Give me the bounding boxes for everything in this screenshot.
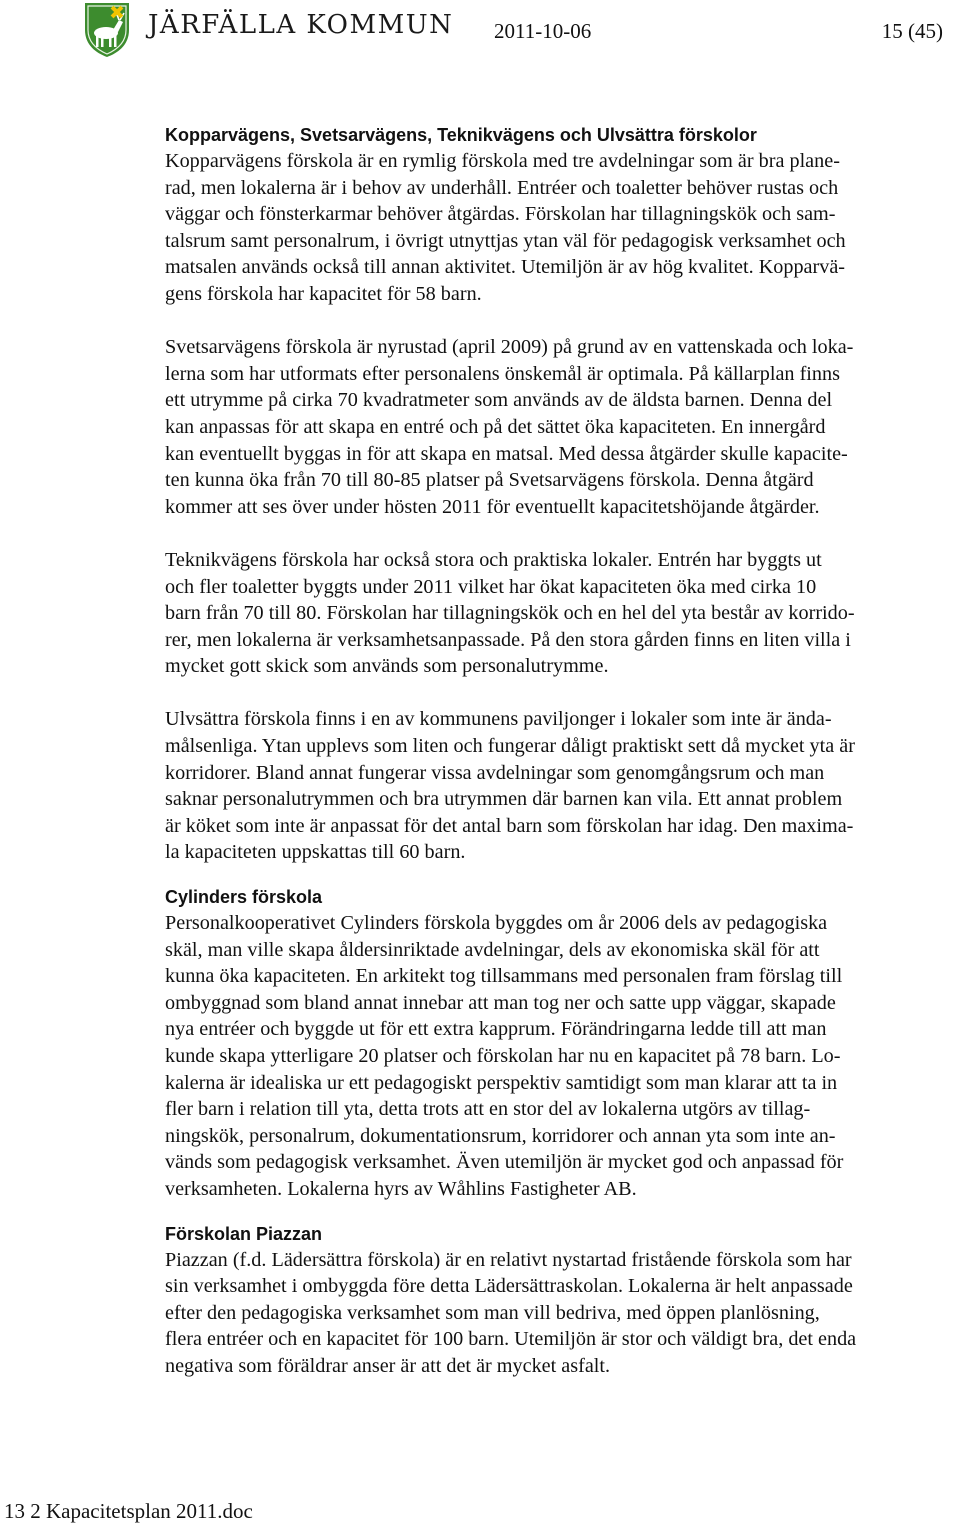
- body-paragraph: [165, 706, 960, 866]
- paragraph-line: Svetsarvägens förskola är nyrustad (april 2009) på grund av en vattenskada och loka-: [165, 336, 854, 359]
- paragraph-line: kan eventuellt byggas in för att skapa en matsal. Med dessa åtgärder skulle kapacite-: [165, 442, 848, 465]
- paragraph-line: ningskök, personalrum, dokumentationsrum, korridorer och annan yta som inte an-: [165, 1124, 836, 1147]
- organization-name: JÄRFÄLLA KOMMUN: [148, 10, 454, 40]
- paragraph-line: fler barn i relation till yta, detta trots att en stor del av lokalerna utgörs av tillag-: [165, 1098, 811, 1121]
- paragraph-line: Personalkooperativet Cylinders förskola byggdes om år 2006 dels av pedagogiska: [165, 912, 828, 935]
- footer-filename: 13 2 Kapacitetsplan 2011.doc: [4, 1499, 253, 1523]
- paragraph-line: vänds som pedagogisk verksamhet. Även utemiljön är mycket god och anpassad för: [165, 1151, 844, 1174]
- section-heading: Cylinders förskola: [165, 887, 323, 908]
- paragraph-line: rad, men lokalerna är i behov av underhåll. Entréer och toaletter behöver rustas och: [165, 176, 839, 199]
- paragraph-line: lerna som har utformats efter personalens önskemål är optimala. På källarplan finns: [165, 362, 840, 385]
- paragraph-line: negativa som föräldrar anser är att det är mycket asfalt.: [165, 1354, 611, 1377]
- paragraph-line: gens förskola har kapacitet för 58 barn.: [165, 282, 482, 305]
- paragraph-line: kalerna är idealiska ur ett pedagogiskt perspektiv samtidigt som man klarar att ta in: [165, 1071, 838, 1094]
- document-date: 2011-10-06: [494, 19, 592, 43]
- paragraph-line: kunna öka kapaciteten. En arkitekt tog tillsammans med personalen fram förslag till: [165, 965, 843, 988]
- paragraph-line: la kapaciteten uppskattas till 60 barn.: [165, 841, 466, 864]
- paragraph-line: Ulvsättra förskola finns i en av kommunens paviljonger i lokaler som inte är ända-: [165, 708, 832, 731]
- paragraph-line: verksamheten. Lokalerna hyrs av Wåhlins Fastigheter AB.: [165, 1177, 637, 1200]
- page-number: 15 (45): [881, 19, 943, 43]
- paragraph-line: väggar och fönsterkarmar behöver åtgärdas. Förskolan har tillagningskök och sam-: [165, 203, 836, 226]
- paragraph-line: nya entréer och byggde ut för ett extra kapprum. Förändringarna ledde till att man: [165, 1018, 827, 1041]
- paragraph-line: korridorer. Bland annat fungerar vissa avdelningar som genomgångsrum och man: [165, 761, 825, 784]
- paragraph-line: mycket gott skick som används som personalutrymme.: [165, 655, 609, 678]
- paragraph-line: kunde skapa ytterligare 20 platser och förskolan har nu en kapacitet på 78 barn. Lo-: [165, 1045, 841, 1067]
- municipality-logo: [82, 0, 132, 58]
- paragraph-line: Teknikvägens förskola har också stora och praktiska lokaler. Entrén har byggts ut: [165, 548, 822, 571]
- paragraph-line: matsalen används också till annan aktivitet. Utemiljön är av hög kvalitet. Kopparvä-: [165, 256, 846, 279]
- paragraph-line: ett utrymme på cirka 70 kvadratmeter som används av de äldsta barnen. Denna del: [165, 389, 833, 412]
- section-heading: Kopparvägens, Svetsarvägens, Teknikvägens och Ulvsättra förskolor: [165, 125, 757, 145]
- paragraph-line: kommer att ses över under hösten 2011 för eventuellt kapacitetshöjande åtgärder.: [165, 495, 820, 518]
- body-paragraph: [165, 547, 960, 680]
- body-paragraph: [165, 1247, 960, 1380]
- paragraph-line: är köket som inte är anpassat för det antal barn som förskolan har idag. Den maxima-: [165, 814, 854, 837]
- body-paragraph: [165, 334, 960, 520]
- paragraph-line: efter den pedagogiska verksamhet som man vill bedriva, med öppen planlösning,: [165, 1301, 820, 1324]
- paragraph-line: målsenliga. Ytan upplevs som liten och fungerar dåligt praktiskt sett då mycket yta är: [165, 735, 855, 758]
- paragraph-line: Piazzan (f.d. Lädersättra förskola) är en relativt nystartad fristående förskola som har: [165, 1248, 852, 1271]
- paragraph-line: rer, men lokalerna är verksamhetsanpassade. På den stora gården finns en liten villa i: [165, 628, 851, 651]
- section-heading: Förskolan Piazzan: [165, 1223, 323, 1244]
- document-body: [165, 122, 960, 1398]
- paragraph-line: sin verksamhet i ombyggda före detta Lädersättraskolan. Lokalerna är helt anpassade: [165, 1275, 853, 1298]
- paragraph-line: ombyggnad som bland annat innebar att man tog ner och satte upp väggar, skapade: [165, 991, 836, 1014]
- coat-of-arms-icon: [82, 0, 132, 58]
- paragraph-line: ten kunna öka från 70 till 80-85 platser på Svetsarvägens förskola. Denna åtgärd: [165, 469, 814, 492]
- paragraph-line: flera entréer och en kapacitet för 100 barn. Utemiljön är stor och väldigt bra, det enda: [165, 1328, 857, 1351]
- paragraph-line: saknar personalutrymmen och bra utrymmen där barnen kan vila. Ett annat problem: [165, 788, 843, 811]
- paragraph-line: talsrum samt personalrum, i övrigt utnyttjas ytan väl för pedagogisk verksamhet och: [165, 229, 846, 252]
- paragraph-line: och fler toaletter byggts under 2011 vilket har ökat kapaciteten öka med cirka 10: [165, 575, 817, 598]
- paragraph-line: Kopparvägens förskola är en rymlig förskola med tre avdelningar som är bra plane-: [165, 150, 840, 172]
- body-paragraph: [165, 910, 960, 1203]
- body-paragraph: [165, 148, 960, 308]
- paragraph-line: skäl, man ville skapa åldersinriktade avdelningar, dels av ekonomiska skäl för att: [165, 938, 820, 961]
- paragraph-line: barn från 70 till 80. Förskolan har tillagningskök och en hel del yta består av korrido-: [165, 602, 855, 625]
- paragraph-line: kan anpassas för att skapa en entré och på det sättet öka kapaciteten. En innergård: [165, 415, 826, 438]
